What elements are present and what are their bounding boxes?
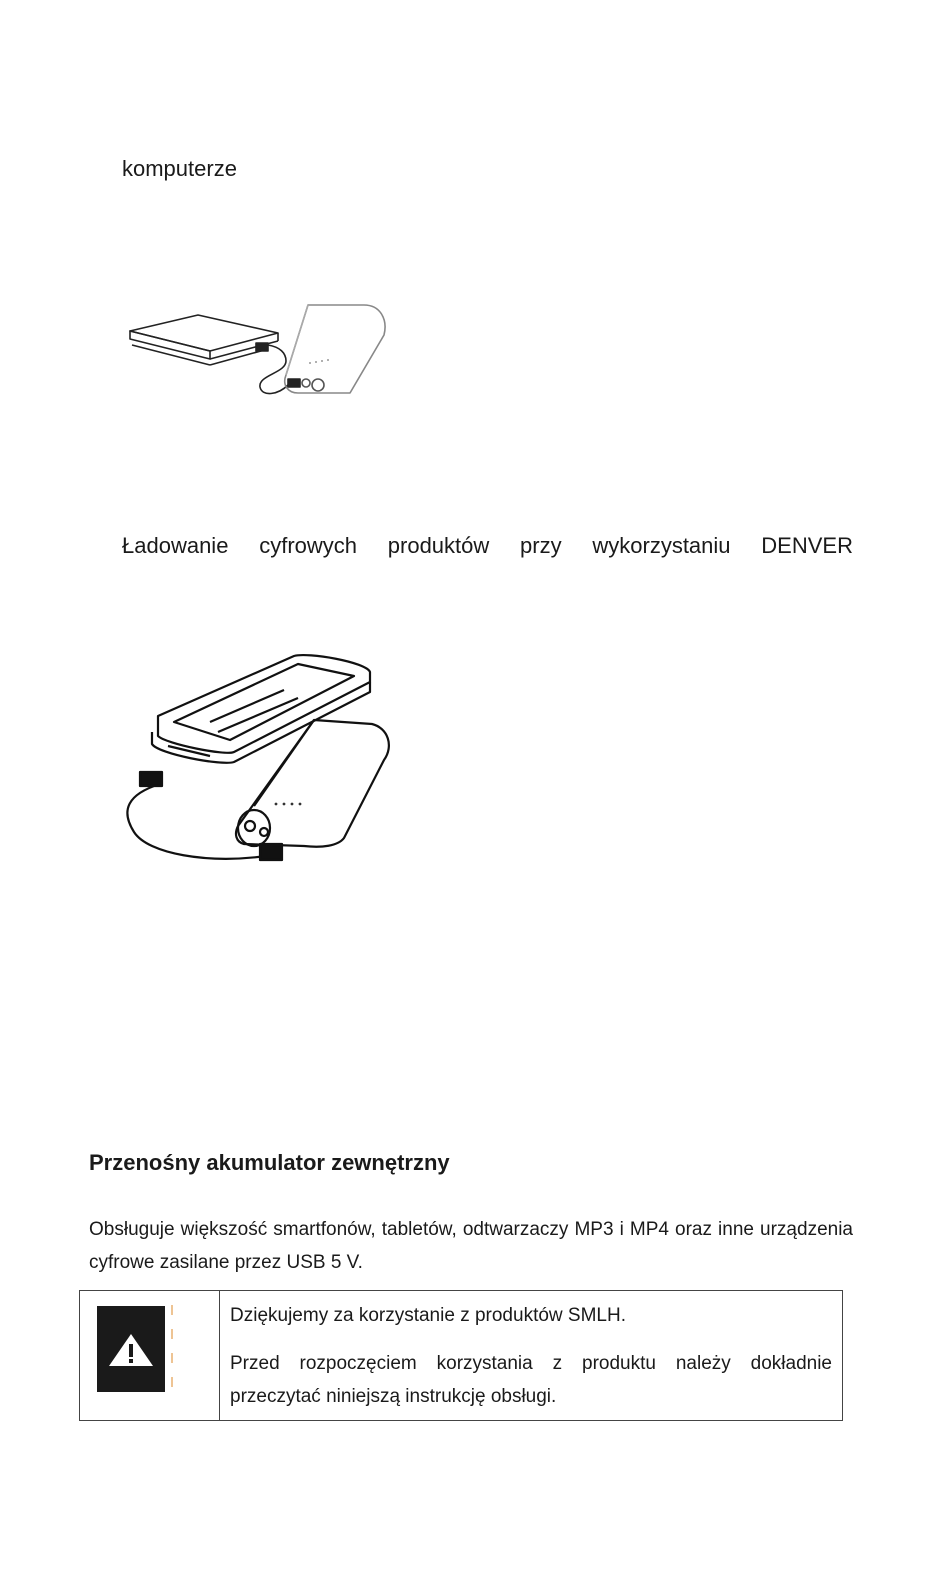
caption-charging [122, 533, 853, 559]
tablet-powerbank-illustration [118, 265, 398, 435]
caption-word: wykorzystaniu [592, 533, 731, 558]
caption-word: produktów [387, 533, 490, 558]
caption-word: DENVER [761, 533, 853, 558]
section-title: Przenośny akumulator zewnętrzny [89, 1150, 450, 1175]
caption-word: cyfrowych [259, 533, 357, 558]
phone-powerbank-illustration [118, 648, 398, 873]
notice-text-cell [220, 1291, 842, 1420]
caption-word: przy [520, 533, 562, 558]
caption-word: Ładowanie [122, 533, 229, 558]
notice-icon-cell [80, 1291, 220, 1420]
notice-thanks: Dziękujemy za korzystanie z produktów SMLH. [230, 1305, 626, 1326]
notice-table [79, 1290, 843, 1421]
notice-instruction: Przed rozpoczęciem korzystania z produktu należy dokładnie przeczytać niniejszą instrukcję obsługi. [230, 1353, 832, 1407]
caption-computer: komputerze [122, 156, 237, 181]
section-description: Obsługuje większość smartfonów, tabletów, odtwarzaczy MP3 i MP4 oraz inne urządzenia cyfrowe zasilane przez USB 5 V. [89, 1219, 853, 1273]
warning-icon [97, 1306, 165, 1392]
